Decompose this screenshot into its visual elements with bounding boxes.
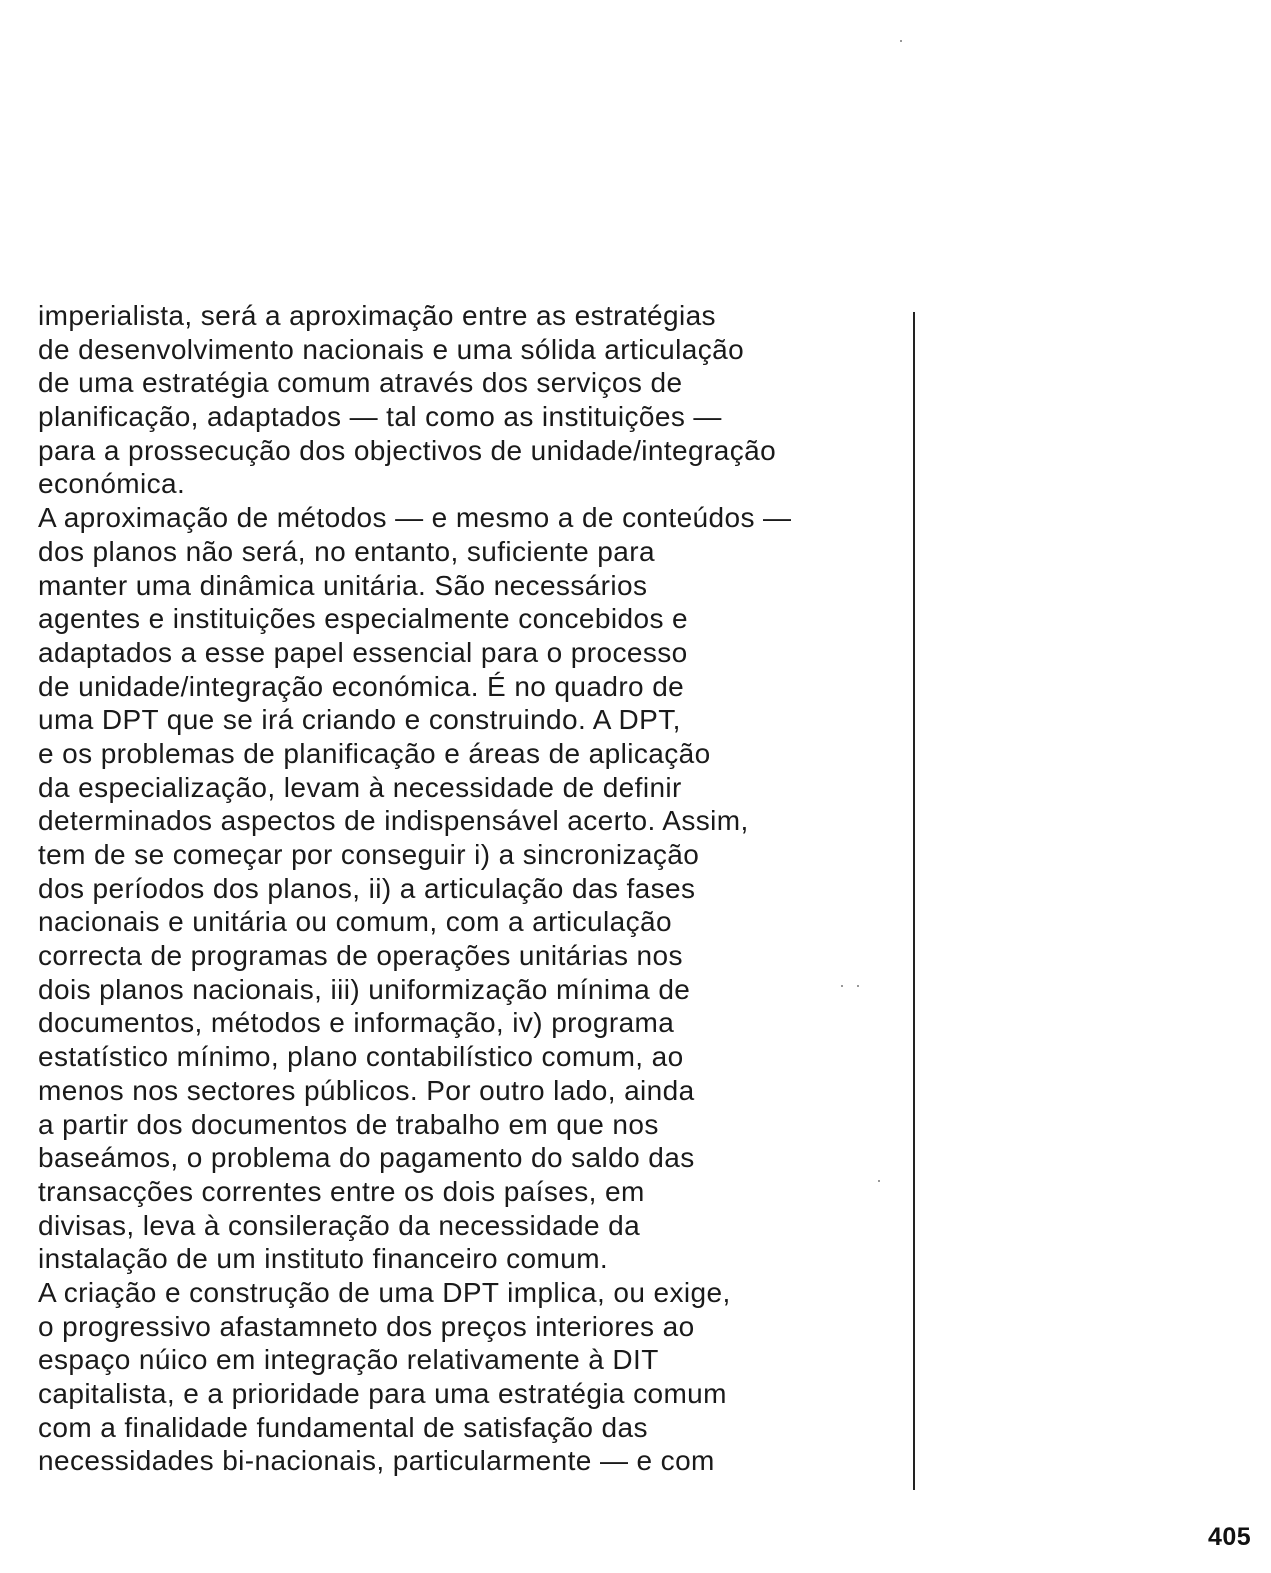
text-line: baseámos, o problema do pagamento do saldo das bbox=[38, 1142, 695, 1174]
text-line: de unidade/integração económica. É no quadro de bbox=[38, 670, 685, 702]
text-line: divisas, leva à consileração da necessidade da bbox=[38, 1209, 641, 1241]
page-number: 405 bbox=[1208, 1523, 1252, 1551]
scan-speck bbox=[878, 1180, 880, 1182]
text-line: estatístico mínimo, plano contabilístico comum, ao bbox=[38, 1041, 684, 1073]
text-line: económica. bbox=[38, 468, 186, 500]
text-line: de uma estratégia comum através dos serviços de bbox=[38, 367, 683, 399]
text-line: espaço núico em integração relativamente à DIT bbox=[38, 1344, 659, 1376]
text-line: A criação e construção de uma DPT implica, ou exige, bbox=[38, 1276, 731, 1308]
text-line: dos períodos dos planos, ii) a articulação das fases bbox=[38, 872, 696, 904]
text-line: a partir dos documentos de trabalho em que nos bbox=[38, 1108, 659, 1140]
text-line: o progressivo afastamneto dos preços interiores ao bbox=[38, 1310, 695, 1342]
body-text bbox=[38, 299, 900, 1478]
text-line: instalação de um instituto financeiro comum. bbox=[38, 1243, 609, 1275]
text-line: com a finalidade fundamental de satisfação das bbox=[38, 1411, 648, 1443]
text-line: necessidades bi-nacionais, particularmente — e com bbox=[38, 1445, 715, 1477]
text-line: dos planos não será, no entanto, suficiente para bbox=[38, 535, 655, 567]
text-line: imperialista, será a aproximação entre as estratégias bbox=[38, 300, 716, 331]
text-line: A aproximação de métodos — e mesmo a de conteúdos — bbox=[38, 502, 792, 534]
scan-speck bbox=[900, 40, 902, 42]
text-line: tem de se começar por conseguir i) a sincronização bbox=[38, 839, 700, 870]
text-line: da especialização, levam à necessidade de definir bbox=[38, 771, 682, 803]
text-line: transacções correntes entre os dois países, em bbox=[38, 1175, 645, 1207]
text-line: menos nos sectores públicos. Por outro lado, ainda bbox=[38, 1074, 695, 1106]
text-line: adaptados a esse papel essencial para o processo bbox=[38, 636, 688, 668]
text-line: manter uma dinâmica unitária. São necessários bbox=[38, 569, 648, 601]
text-line: agentes e instituições especialmente concebidos e bbox=[38, 603, 688, 635]
text-line: uma DPT que se irá criando e construindo. A DPT, bbox=[38, 704, 681, 736]
text-line: e os problemas de planificação e áreas de aplicação bbox=[38, 737, 711, 769]
text-line: dois planos nacionais, iii) uniformização mínima de bbox=[38, 973, 691, 1005]
text-line: documentos, métodos e informação, iv) programa bbox=[38, 1007, 675, 1039]
text-line: planificação, adaptados — tal como as instituições — bbox=[38, 401, 722, 433]
scan-speck bbox=[857, 985, 859, 987]
text-line: para a prossecução dos objectivos de unidade/integração bbox=[38, 434, 777, 466]
text-line: determinados aspectos de indispensável acerto. Assim, bbox=[38, 805, 749, 837]
text-line: de desenvolvimento nacionais e uma sólida articulação bbox=[38, 333, 745, 365]
margin-rule bbox=[913, 898, 915, 1490]
text-line: nacionais e unitária ou comum, com a articulação bbox=[38, 906, 672, 938]
text-line: capitalista, e a prioridade para uma estratégia comum bbox=[38, 1378, 727, 1409]
scan-speck bbox=[841, 985, 843, 987]
margin-rule bbox=[913, 312, 915, 920]
text-line: correcta de programas de operações unitárias nos bbox=[38, 940, 683, 972]
